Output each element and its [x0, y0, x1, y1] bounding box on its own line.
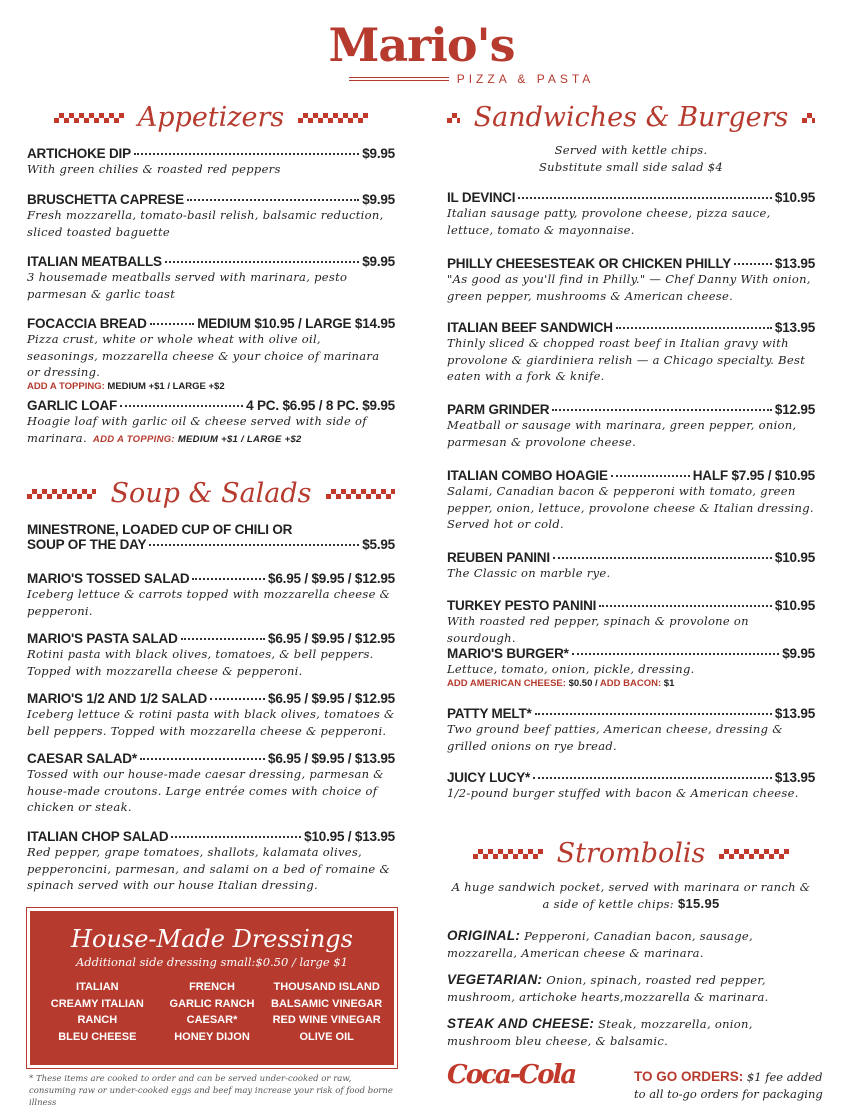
dot-leader — [149, 544, 359, 546]
item-name: ITALIAN MEATBALLS — [27, 254, 162, 269]
dressings-list — [30, 979, 394, 1045]
item-name: MINESTRONE, LOADED CUP OF CHILI OR — [27, 522, 293, 537]
dot-leader — [192, 578, 265, 580]
appetizers-heading: Appetizers — [27, 102, 395, 133]
dot-leader — [533, 777, 772, 779]
item-price: $13.95 — [774, 320, 815, 335]
dot-leader — [518, 197, 772, 199]
item-description: Fresh mozzarella, tomato-basil relish, balsamic reduction, sliced toasted baguette — [27, 208, 384, 239]
item-name: PHILLY CHEESESTEAK OR CHICKEN PHILLY — [447, 256, 732, 271]
strombolis-price: $15.95 — [677, 895, 720, 911]
menu-item — [447, 190, 815, 238]
dot-leader — [572, 653, 779, 655]
strombolis-description: A huge sandwich pocket, served with marinara or ranch & a side of kettle chips: $15.95 — [451, 880, 811, 911]
checker-decoration — [27, 489, 96, 499]
item-row — [447, 706, 815, 721]
item-row — [447, 598, 815, 613]
item-description: Iceberg lettuce & carrots topped with mozzarella cheese & pepperoni. — [27, 587, 391, 618]
dot-leader — [140, 758, 265, 760]
item-price: MEDIUM $10.95 / LARGE $14.95 — [197, 316, 395, 331]
stromboli-name: ORIGINAL: — [447, 928, 521, 943]
item-name: TURKEY PESTO PANINI — [447, 598, 597, 613]
item-name: ITALIAN CHOP SALAD — [27, 829, 169, 844]
item-name: CAESAR SALAD* — [27, 751, 137, 766]
dot-leader — [210, 698, 265, 700]
item-price: $9.95 — [782, 646, 815, 661]
stromboli-name: VEGETARIAN: — [447, 972, 543, 987]
item-description: With roasted red pepper, spinach & provolone on sourdough. — [447, 614, 749, 645]
item-price: $9.95 — [362, 146, 395, 161]
menu-item — [27, 398, 395, 448]
strombolis-heading: Strombolis — [447, 838, 815, 869]
item-row — [27, 829, 395, 844]
dot-leader — [611, 475, 690, 477]
item-name: MARIO'S PASTA SALAD — [27, 631, 178, 646]
checker-decoration — [802, 113, 815, 123]
checker-decoration — [719, 849, 789, 859]
menu-item — [27, 631, 395, 679]
item-row — [27, 398, 395, 413]
checker-decoration — [326, 489, 395, 499]
item-description: Red pepper, grape tomatoes, shallots, kalamata olives, pepperoncini, parmesan, and salami on a bed of romaine & spinach served with our house Italian dressing. — [27, 845, 391, 892]
dressing-item: OLIVE OIL — [299, 1030, 354, 1043]
item-description: Iceberg lettuce & rotini pasta with black olives, tomatoes & bell peppers. Topped with mozzarella cheese & pepperoni. — [27, 707, 395, 738]
dot-leader — [734, 263, 772, 265]
menu-item — [447, 402, 815, 450]
item-name: JUICY LUCY* — [447, 770, 531, 785]
item-price: $13.95 — [774, 770, 815, 785]
item-row — [27, 571, 395, 586]
menu-item — [27, 751, 395, 816]
dressing-item: CREAMY ITALIAN — [50, 997, 144, 1010]
menu-item — [27, 571, 395, 619]
menu-item — [447, 770, 815, 802]
checker-decoration — [447, 113, 460, 123]
item-description: Thinly sliced & chopped roast beef in Italian gravy with provolone & giardiniera relish — a Chicago specialty. Best eaten with a fork & knife. — [447, 336, 806, 383]
item-row — [447, 646, 815, 661]
item-name: SOUP OF THE DAY — [27, 537, 147, 552]
item-description: Meatball or sausage with marinara, green pepper, onion, parmesan & provolone cheese. — [447, 418, 797, 449]
item-price: 4 PC. $6.95 / 8 PC. $9.95 — [246, 398, 395, 413]
dressing-item: FRENCH — [189, 981, 235, 993]
item-description: With green chilies & roasted red peppers — [27, 162, 281, 176]
logo — [0, 18, 843, 86]
logo-name: Mario's — [328, 18, 515, 72]
item-price: $10.95 — [774, 550, 815, 565]
addon-note: ADD A TOPPING: MEDIUM +$1 / LARGE +$2 — [27, 380, 225, 392]
item-price: $6.95 / $9.95 / $12.95 — [268, 631, 395, 646]
item-price: $6.95 / $9.95 / $13.95 — [268, 751, 395, 766]
item-row — [27, 631, 395, 646]
menu-item — [447, 320, 815, 385]
item-description: Tossed with our house-made caesar dressing, parmesan & house-made croutons. Large entrée comes with choice of chicken or steak. — [27, 767, 384, 814]
item-name: ARTICHOKE DIP — [27, 146, 131, 161]
stromboli-item: VEGETARIAN: Onion, spinach, roasted red pepper, mushroom, artichoke hearts,mozzarella & marinara. — [447, 972, 769, 1004]
menu-item — [447, 706, 815, 754]
dot-leader — [616, 327, 772, 329]
dot-leader — [171, 836, 301, 838]
item-name: REUBEN PANINI — [447, 550, 550, 565]
checker-decoration — [54, 113, 124, 123]
dot-leader — [535, 713, 772, 715]
item-price: $12.95 — [774, 402, 815, 417]
item-name: GARLIC LOAF — [27, 398, 118, 413]
dressing-item: CAESAR* — [186, 1014, 238, 1026]
dressing-item: RANCH — [77, 1014, 118, 1026]
item-row — [447, 256, 815, 271]
menu-item — [27, 146, 395, 178]
item-description: 3 housemade meatballs served with marinara, pesto parmesan & garlic toast — [27, 270, 348, 301]
item-description: The Classic on marble rye. — [447, 566, 611, 580]
item-row — [27, 691, 395, 706]
coca-cola-logo: Coca-Cola — [447, 1060, 576, 1090]
item-price: $10.95 — [774, 190, 815, 205]
menu-item — [27, 254, 395, 302]
checker-decoration — [473, 849, 543, 859]
dot-leader — [599, 605, 772, 607]
menu-item — [27, 316, 395, 392]
item-name: MARIO'S TOSSED SALAD — [27, 571, 190, 586]
logo-tagline: PIZZA & PASTA — [456, 72, 595, 86]
dot-leader — [552, 409, 772, 411]
soups-heading: Soup & Salads — [27, 478, 395, 509]
menu-item — [447, 646, 815, 689]
dressings-subtitle: Additional side dressing small:$0.50 / large $1 — [76, 955, 348, 969]
item-price: $9.95 — [362, 254, 395, 269]
item-price: HALF $7.95 / $10.95 — [692, 468, 815, 483]
dressing-item: BALSAMIC VINEGAR — [271, 997, 383, 1010]
addon-note: ADD AMERICAN CHEESE: $0.50 / ADD BACON: $1 — [447, 677, 675, 689]
dressing-item: BLEU CHEESE — [58, 1030, 137, 1043]
dressing-item: GARLIC RANCH — [169, 997, 255, 1010]
item-name: ITALIAN COMBO HOAGIE — [447, 468, 608, 483]
menu-item — [27, 829, 395, 894]
item-price: $10.95 / $13.95 — [304, 829, 395, 844]
menu-item — [447, 256, 815, 304]
item-description: Salami, Canadian bacon & pepperoni with tomato, green pepper, onion, lettuce, provolone cheese & Italian dressing. Served hot or cold. — [447, 484, 814, 531]
item-description: Two ground beef patties, American cheese, dressing & grilled onions on rye bread. — [447, 722, 783, 753]
menu-item — [27, 522, 395, 552]
dressings-title: House-Made Dressings — [71, 925, 353, 953]
dressing-item: RED WINE VINEGAR — [272, 1014, 381, 1026]
menu-item — [447, 550, 815, 582]
item-row — [447, 550, 815, 565]
stromboli-name: STEAK AND CHEESE: — [447, 1016, 595, 1031]
dressing-item: ITALIAN — [76, 981, 119, 993]
dot-leader — [187, 199, 359, 201]
dot-leader — [150, 323, 195, 325]
item-name: FOCACCIA BREAD — [27, 316, 147, 331]
checker-decoration — [298, 113, 368, 123]
dressing-item: HONEY DIJON — [174, 1030, 250, 1043]
item-price: $5.95 — [362, 537, 395, 552]
item-description: 1/2-pound burger stuffed with bacon & American cheese. — [447, 786, 799, 800]
menu-item — [447, 468, 815, 533]
stromboli-item: ORIGINAL: Pepperoni, Canadian bacon, sausage, mozzarella, American cheese & marinara. — [447, 928, 753, 960]
item-description: Italian sausage patty, provolone cheese, pizza sauce, lettuce, tomato & mayonnaise. — [447, 206, 771, 237]
item-price: $6.95 / $9.95 / $12.95 — [268, 691, 395, 706]
dot-leader — [165, 261, 359, 263]
item-description: Lettuce, tomato, onion, pickle, dressing. — [447, 662, 695, 676]
menu-item — [27, 691, 395, 739]
menu-item — [447, 598, 815, 646]
item-price: $13.95 — [774, 256, 815, 271]
dressings-box — [29, 910, 395, 1066]
stromboli-item: STEAK AND CHEESE: Steak, mozzarella, onion, mushroom bleu cheese, & balsamic. — [447, 1016, 753, 1048]
dot-leader — [120, 405, 243, 407]
item-name: ITALIAN BEEF SANDWICH — [447, 320, 613, 335]
item-row — [447, 320, 815, 335]
item-price: $10.95 — [774, 598, 815, 613]
dot-leader — [553, 557, 772, 559]
menu-item — [27, 192, 395, 240]
item-row — [27, 254, 395, 269]
item-name: MARIO'S BURGER* — [447, 646, 569, 661]
item-row — [447, 190, 815, 205]
item-row — [27, 316, 395, 331]
logo-lines — [349, 77, 449, 81]
footnote: * These items are cooked to order and can be served under-cooked or raw, consuming raw or under-cooked eggs and beef may increase your risk of food borne illness — [29, 1074, 393, 1108]
item-name: MARIO'S 1/2 AND 1/2 SALAD — [27, 691, 207, 706]
item-row — [27, 192, 395, 207]
dot-leader — [181, 638, 265, 640]
item-row — [27, 751, 395, 766]
item-row — [447, 468, 815, 483]
item-price: $13.95 — [774, 706, 815, 721]
dressing-item: THOUSAND ISLAND — [273, 981, 380, 993]
item-description: Pizza crust, white or whole wheat with olive oil, seasonings, mozzarella cheese & your choice of marinara or dressing. — [27, 332, 380, 379]
to-go-notice: TO GO ORDERS: $1 fee added to all to-go orders for packaging — [634, 1069, 823, 1101]
item-description: "As good as you'll find in Philly." — Chef Danny With onion, green pepper, mushrooms & American cheese. — [447, 272, 811, 303]
item-name: PATTY MELT* — [447, 706, 532, 721]
dot-leader — [134, 153, 359, 155]
sandwiches-heading: Sandwiches & Burgers — [447, 102, 815, 133]
item-name: PARM GRINDER — [447, 402, 550, 417]
item-row — [447, 402, 815, 417]
item-name: IL DEVINCI — [447, 190, 516, 205]
sandwiches-note: Served with kettle chips. Substitute small side salad $4 — [539, 143, 723, 174]
item-name: BRUSCHETTA CAPRESE — [27, 192, 184, 207]
item-description: Hoagie loaf with garlic oil & cheese served with side of marinara. ADD A TOPPING: MEDIUM +$1 / LARGE +$2 — [27, 414, 367, 445]
item-row — [27, 146, 395, 161]
item-description: Rotini pasta with black olives, tomatoes, & bell peppers. Topped with mozzarella cheese & pepperoni. — [27, 647, 374, 678]
addon-note: ADD A TOPPING: MEDIUM +$1 / LARGE +$2 — [92, 433, 302, 445]
item-row — [447, 770, 815, 785]
item-price: $6.95 / $9.95 / $12.95 — [268, 571, 395, 586]
item-row — [27, 537, 395, 552]
item-price: $9.95 — [362, 192, 395, 207]
